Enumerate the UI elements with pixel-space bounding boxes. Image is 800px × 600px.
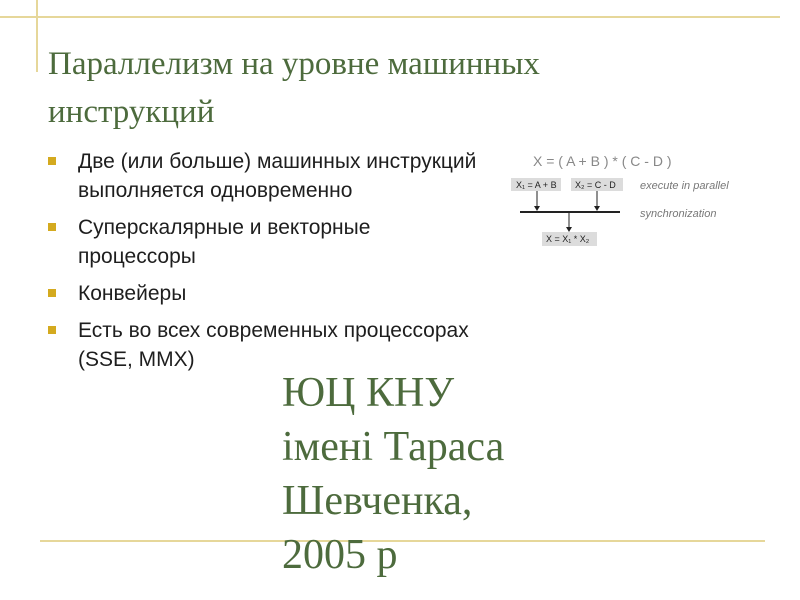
box-bottom-label: X = X₁ * X₂ (546, 234, 590, 244)
sync-bar (520, 211, 620, 213)
label-synchronization: synchronization (640, 208, 717, 220)
diagram-formula: X = ( A + B ) * ( C - D ) (533, 153, 672, 169)
arrow-right-head (594, 206, 600, 211)
watermark-text (282, 366, 562, 582)
watermark-line: 2005 р (282, 532, 398, 578)
bullet-text: Две (или больше) машинных инструкций выполняется одновременно (78, 150, 477, 202)
slide-title: Параллелизм на уровне машинных инструкций (48, 46, 540, 130)
watermark-line: імені Тараса (282, 424, 505, 470)
box-right-label: X₂ = C - D (575, 180, 616, 190)
arrow-left-head (534, 206, 540, 211)
bullet-text: Конвейеры (78, 282, 187, 305)
watermark-line: ЮЦ КНУ (282, 370, 455, 416)
label-execute-in-parallel: execute in parallel (640, 180, 729, 192)
bullet-text: Есть во всех современных процессорах (SSE, MMX) (78, 319, 469, 371)
box-left-label: X₁ = A + B (516, 180, 557, 190)
watermark-line: Шевченка, (282, 478, 473, 524)
arrow-down-head (566, 227, 572, 232)
bullet-text: Суперскалярные и векторные процессоры (78, 216, 371, 268)
